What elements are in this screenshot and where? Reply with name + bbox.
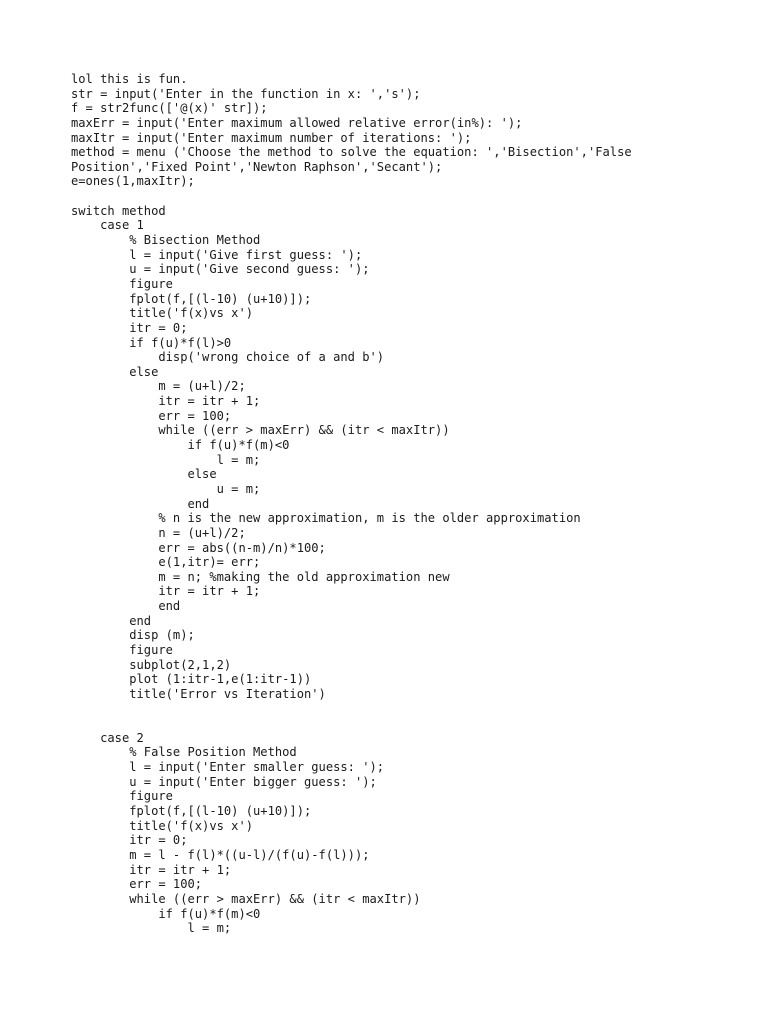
code-line: m = l - f(l)*((u-l)/(f(u)-f(l))); [71, 847, 370, 862]
code-line: u = input('Enter bigger guess: '); [71, 774, 377, 789]
code-line: if f(u)*f(m)<0 [71, 906, 261, 921]
code-line: n = (u+l)/2; [71, 525, 246, 540]
code-line: figure [71, 276, 173, 291]
code-line: % False Position Method [71, 745, 297, 760]
code-line: end [71, 613, 152, 628]
code-line: itr = 0; [71, 320, 188, 335]
code-line: l = input('Enter smaller guess: '); [71, 760, 385, 775]
code-line: itr = itr + 1; [71, 584, 261, 599]
code-line: disp('wrong choice of a and b') [71, 350, 385, 365]
code-line: err = 100; [71, 408, 232, 423]
code-line: % n is the new approximation, m is the older approximation [71, 511, 581, 526]
code-line: itr = itr + 1; [71, 394, 261, 409]
code-line: case 2 [71, 730, 144, 745]
code-line: l = input('Give first guess: '); [71, 247, 363, 262]
code-line: err = abs((n-m)/n)*100; [71, 540, 326, 555]
code-line: else [71, 364, 159, 379]
code-line: m = (u+l)/2; [71, 379, 246, 394]
code-line: l = m; [71, 452, 261, 467]
code-line: title('Error vs Iteration') [71, 686, 326, 701]
code-line: end [71, 599, 181, 614]
code-line: m = n; %making the old approximation new [71, 569, 450, 584]
code-line [71, 702, 632, 717]
code-line: % Bisection Method [71, 233, 261, 248]
code-line: switch method [71, 203, 166, 218]
code-line: u = input('Give second guess: '); [71, 262, 370, 277]
code-line: str = input('Enter in the function in x: ','s'); [71, 86, 421, 101]
code-line: while ((err > maxErr) && (itr < maxItr)) [71, 891, 421, 906]
code-line: while ((err > maxErr) && (itr < maxItr)) [71, 423, 450, 438]
code-line: l = m; [71, 921, 232, 936]
code-line: method = menu ('Choose the method to solve the equation: ','Bisection','False [71, 145, 632, 160]
code-line: Position','Fixed Point','Newton Raphson','Secant'); [71, 159, 443, 174]
code-line: e=ones(1,maxItr); [71, 174, 195, 189]
code-line: lol this is fun. [71, 72, 188, 86]
code-line [71, 716, 632, 731]
code-line: figure [71, 789, 173, 804]
code-line: itr = itr + 1; [71, 862, 232, 877]
code-line: else [71, 467, 217, 482]
code-line: figure [71, 642, 173, 657]
code-line: plot (1:itr-1,e(1:itr-1)) [71, 672, 312, 687]
code-line: e(1,itr)= err; [71, 555, 261, 570]
code-line: case 1 [71, 218, 144, 233]
code-line: if f(u)*f(m)<0 [71, 438, 290, 453]
code-line: u = m; [71, 481, 261, 496]
code-line: disp (m); [71, 628, 195, 643]
code-line: if f(u)*f(l)>0 [71, 335, 232, 350]
code-line: fplot(f,[(l-10) (u+10)]); [71, 804, 312, 819]
code-line: fplot(f,[(l-10) (u+10)]); [71, 291, 312, 306]
code-line: maxErr = input('Enter maximum allowed relative error(in%): '); [71, 115, 523, 130]
code-line: f = str2func(['@(x)' str]); [71, 101, 268, 116]
code-line: subplot(2,1,2) [71, 657, 232, 672]
code-line: title('f(x)vs x') [71, 818, 254, 833]
code-line: itr = 0; [71, 833, 188, 848]
code-line: title('f(x)vs x') [71, 306, 254, 321]
code-line: err = 100; [71, 877, 203, 892]
code-listing [71, 72, 632, 936]
code-line: maxItr = input('Enter maximum number of iterations: '); [71, 130, 472, 145]
code-line [71, 189, 632, 204]
code-line: end [71, 496, 210, 511]
